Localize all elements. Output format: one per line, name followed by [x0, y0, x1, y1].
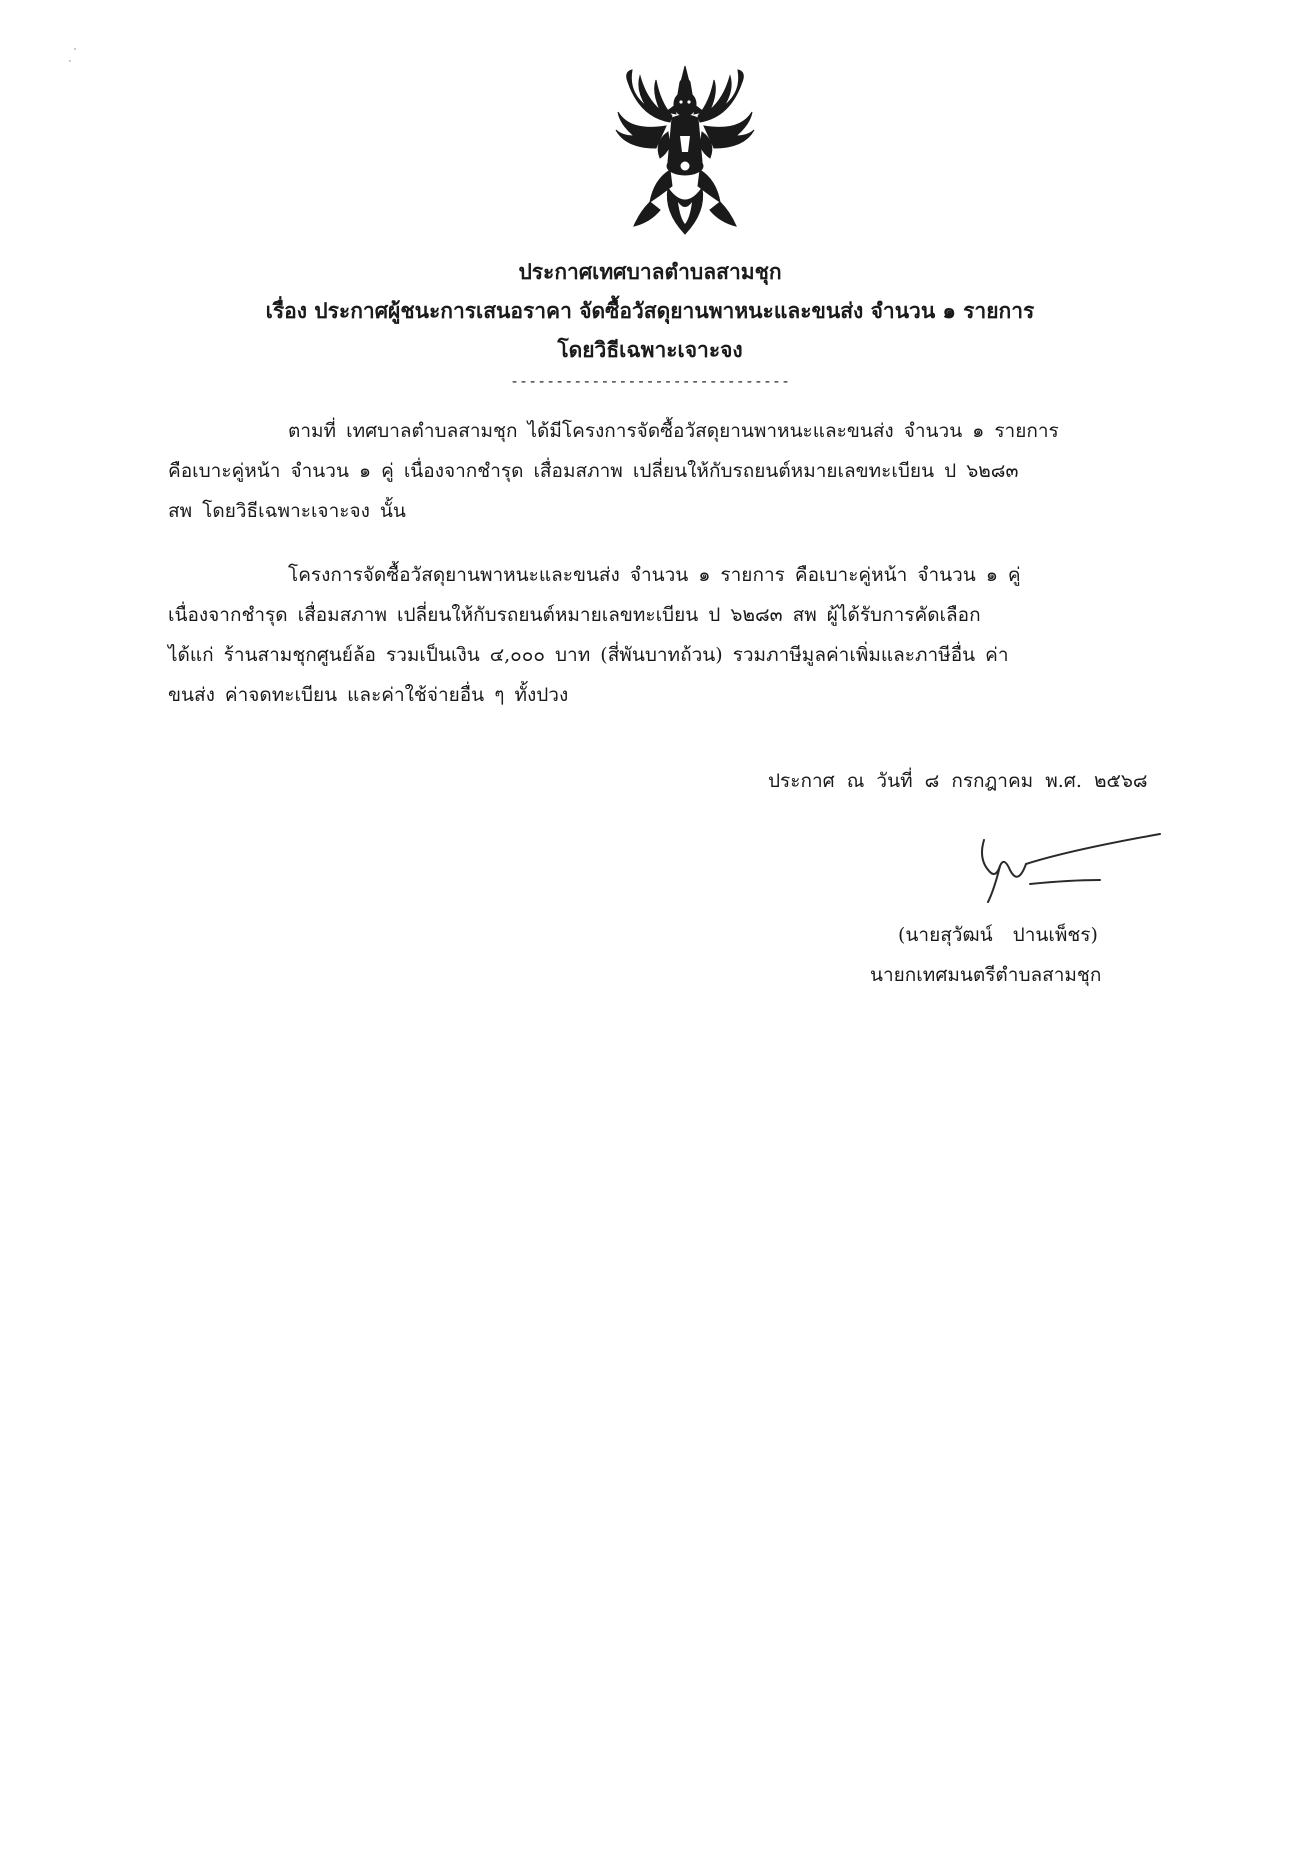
announcement-date: ประกาศ ณ วันที่ ๘ กรกฎาคม พ.ศ. ๒๕๖๘ [768, 770, 1148, 792]
header-separator: ------------------------------- [510, 372, 790, 390]
paragraph-2-line-1: โครงการจัดซื้อวัสดุยานพาหนะและขนส่ง จำนวน ๑ รายการ คือเบาะคู่หน้า จำนวน ๑ คู่ [288, 564, 1021, 586]
paragraph-2-line-2: เนื่องจากชำรุด เสื่อมสภาพ เปลี่ยนให้กับรถยนต์หมายเลขทะเบียน ป ๖๒๘๓ สพ ผู้ได้รับการคัดเลือก [168, 604, 981, 626]
signer-name: (นายสุวัฒน์ ปานเพ็ชร) [898, 924, 1098, 946]
paragraph-1-line-1: ตามที่ เทศบาลตำบลสามชุก ได้มีโครงการจัดซื้อวัสดุยานพาหนะและขนส่ง จำนวน ๑ รายการ [288, 420, 1059, 442]
paragraph-2-line-3: ได้แก่ ร้านสามชุกศูนย์ล้อ รวมเป็นเงิน ๔,๐๐๐ บาท (สี่พันบาทถ้วน) รวมภาษีมูลค่าเพิ่มและภาษีอื่น ค่า [168, 644, 1009, 666]
paragraph-2-line-4: ขนส่ง ค่าจดทะเบียน และค่าใช้จ่ายอื่น ๆ ทั้งปวง [168, 684, 569, 706]
announcement-method: โดยวิธีเฉพาะเจาะจง [557, 337, 743, 362]
signer-title: นายกเทศมนตรีตำบลสามชุก [870, 964, 1102, 986]
scan-speck [74, 48, 76, 50]
scan-speck [69, 60, 71, 62]
paragraph-1-line-3: สพ โดยวิธีเฉพาะเจาะจง นั้น [168, 500, 406, 522]
announcement-title: ประกาศเทศบาลตำบลสามชุก [518, 259, 782, 284]
garuda-emblem-icon [610, 62, 760, 242]
announcement-subject: เรื่อง ประกาศผู้ชนะการเสนอราคา จัดซื้อวัสดุยานพาหนะและขนส่ง จำนวน ๑ รายการ [265, 298, 1035, 323]
paragraph-1-line-2: คือเบาะคู่หน้า จำนวน ๑ คู่ เนื่องจากชำรุด เสื่อมสภาพ เปลี่ยนให้กับรถยนต์หมายเลขทะเบียน ป ๖๒๘๓ [168, 460, 1019, 482]
handwritten-signature [960, 820, 1170, 920]
